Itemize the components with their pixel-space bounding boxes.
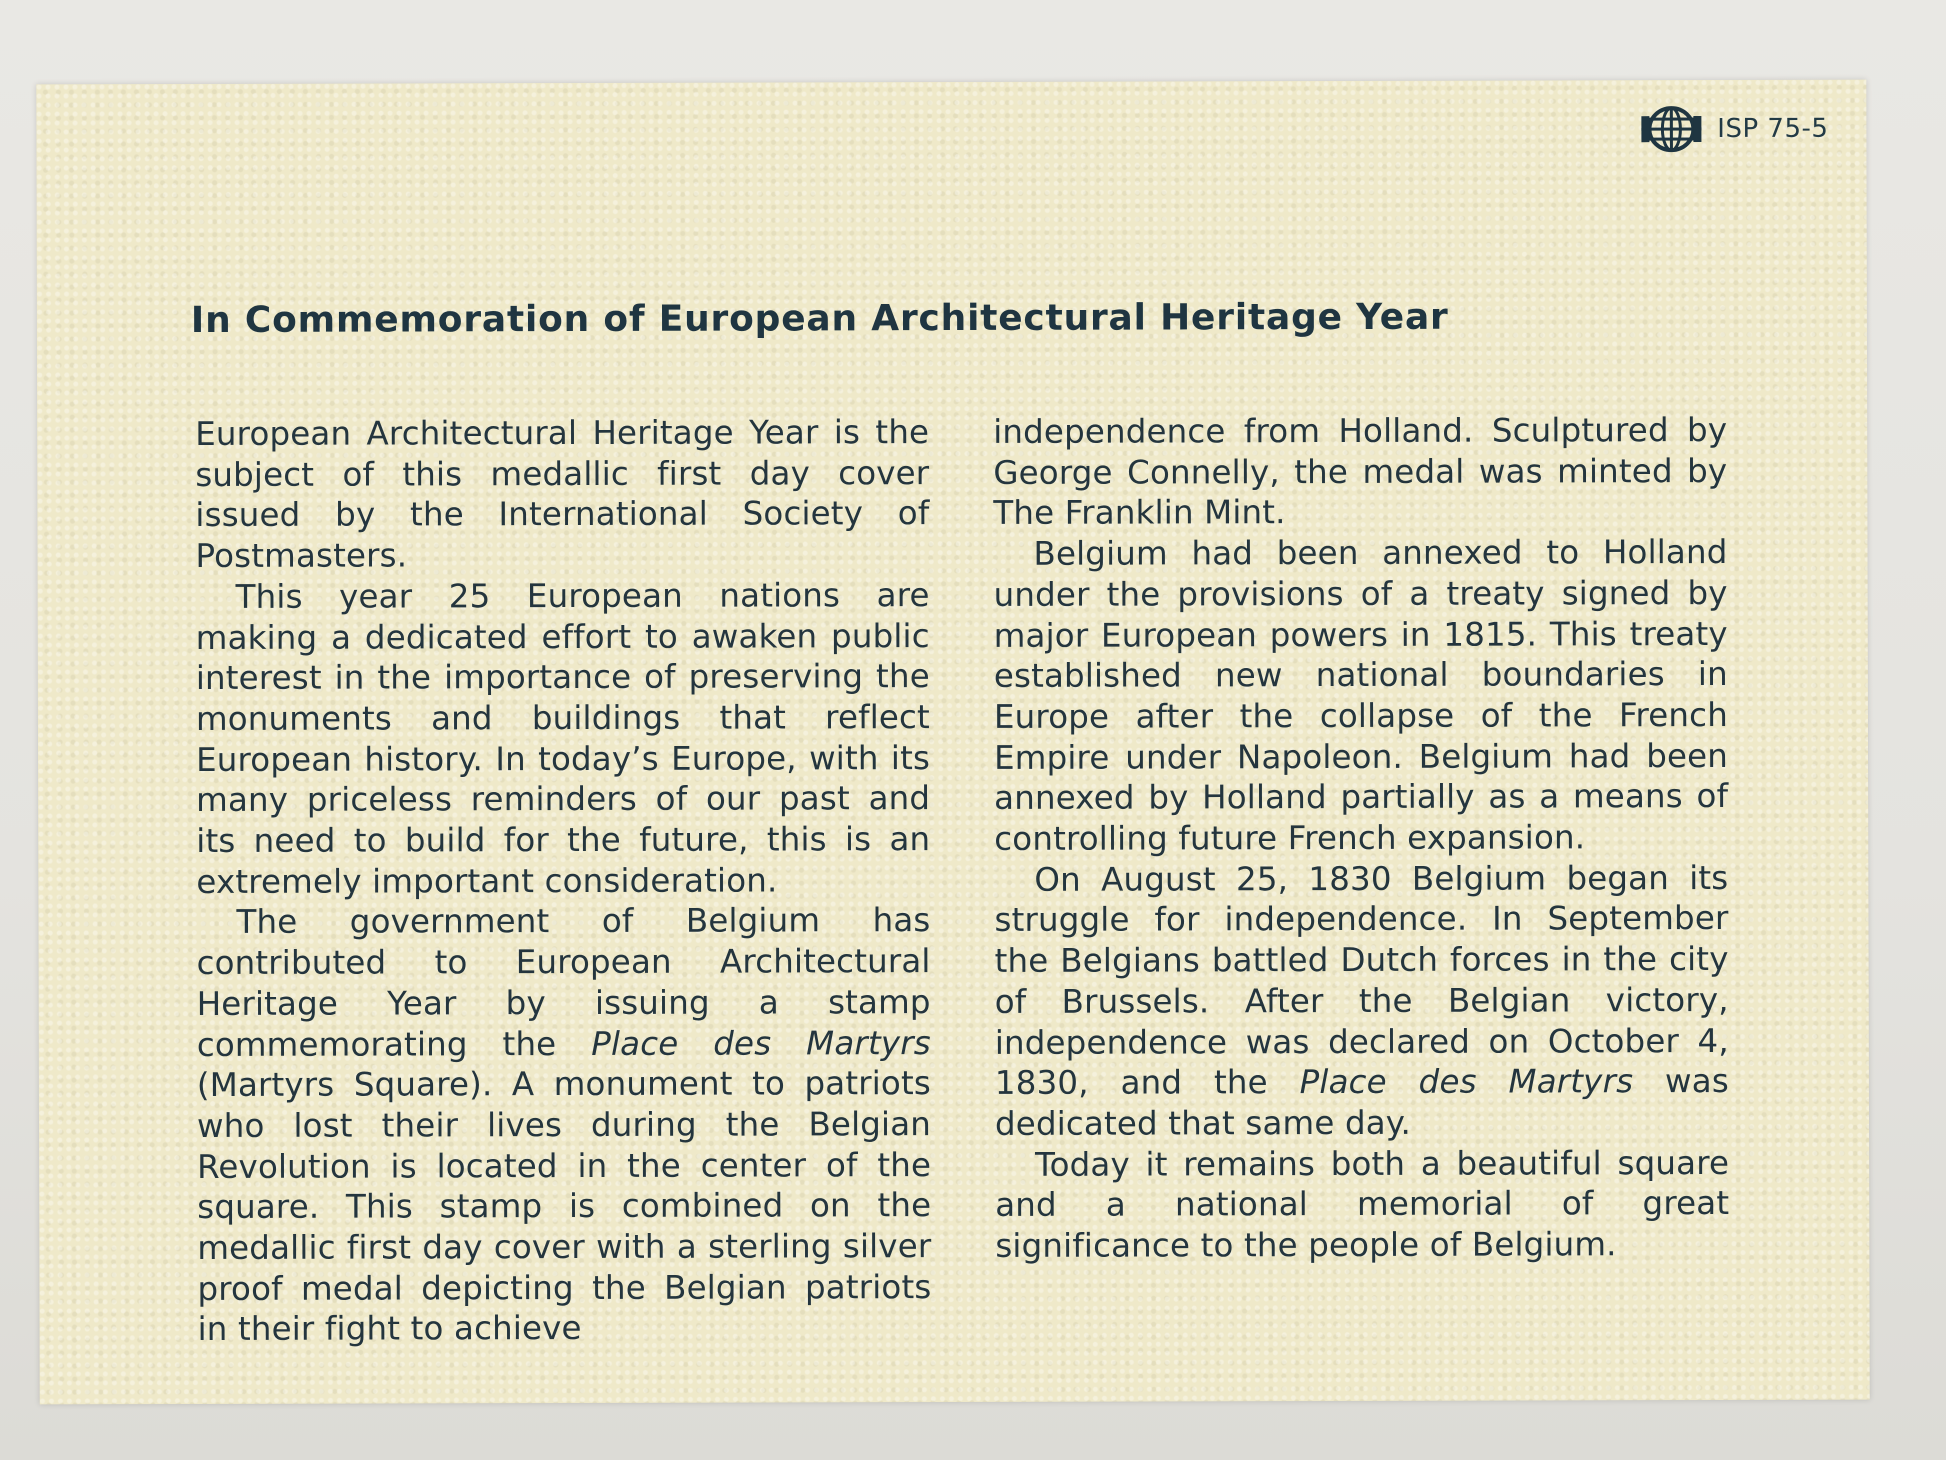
italic-place-name: Place des Martyrs [1299,1062,1634,1102]
paragraph: European Architectural Heritage Year is the subject of this medallic first day cover issued by the International Society of Postmasters. [195,413,930,576]
paragraph: Today it remains both a beautiful square and a national memorial of great significance to the people of Belgium. [995,1143,1730,1265]
paragraph-text: (Martyrs Square). A monument to patriots who lost their lives during the Belgian Revolution is located in the center of the square. This stamp is combined on the medallic first day cover with a sterling silver proof medal depicting the Belgian patriots in their fight to achieve [196,1064,932,1349]
paragraph-text: On August 25, 1830 Belgium began its struggle for independence. In September the Belgians battled Dutch forces in the city of Brussels. After the Belgian victory, independence was declared on October 4, 1830, and the [994,858,1729,1103]
commemorative-card [36,80,1869,1405]
paragraph: This year 25 European nations are making a dedicated effort to awaken public interest in the importance of preserving the monuments and buildings that reflect European history. In today’s Europe, with its many priceless reminders of our past and its need to build for the future, this is an extremely important consideration. [195,575,931,901]
issue-badge [1639,104,1828,154]
paragraph: independence from Holland. Sculptured by George Connelly, the medal was minted by The Franklin Mint. [993,410,1728,533]
issue-code: ISP 75-5 [1717,113,1829,144]
paragraph-text: was dedicated that same day. [994,1062,1729,1143]
globe-icon [1639,104,1703,154]
page-title: In Commemoration of European Architectural Heritage Year [190,296,1449,341]
paragraph-text: The government of Belgium has contributed to European Architectural Heritage Year by issuing a stamp commemorating the [196,901,931,1064]
italic-place-name: Place des Martyrs [591,1023,931,1063]
paragraph: Belgium had been annexed to Holland under the provisions of a treaty signed by major European powers in 1815. This treaty established new national boundaries in Europe after the collapse of the French Empire under Napoleon. Belgium had been annexed by Holland partially as a means of controlling future French expansion. [993,533,1729,858]
left-column [195,412,931,1350]
paragraph [994,858,1729,1145]
paragraph [196,900,931,1350]
right-column [993,410,1729,1267]
